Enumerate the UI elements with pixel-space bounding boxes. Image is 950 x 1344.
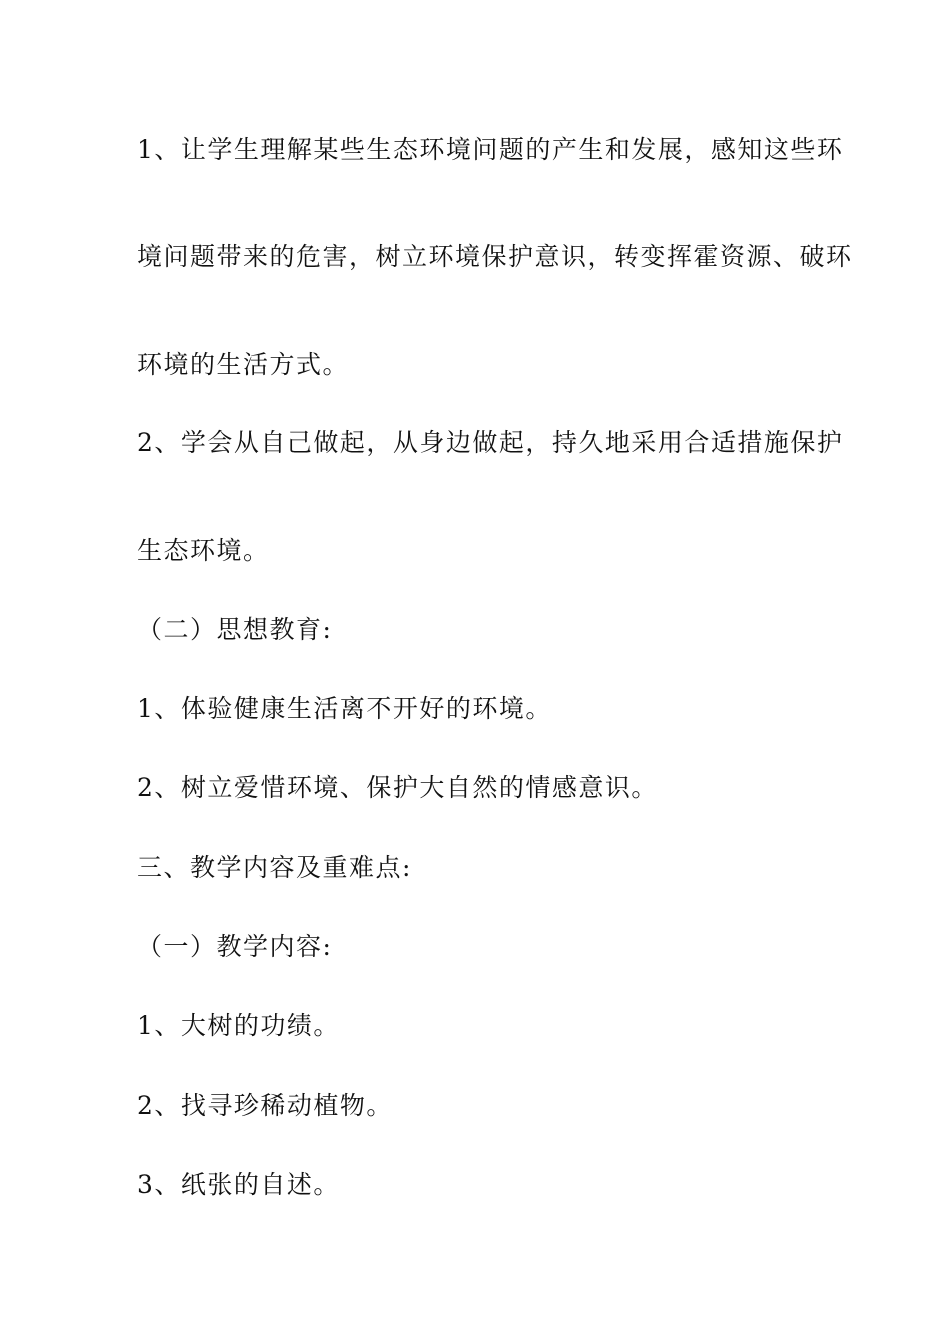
paragraph-line: 生态环境。 [137,536,270,565]
list-item: 2、找寻珍稀动植物。 [137,1091,393,1120]
section-heading: （二）思想教育: [137,615,333,644]
paragraph-line: 1、让学生理解某些生态环境问题的产生和发展，感知这些环 [137,135,844,164]
list-item: 3、纸张的自述。 [137,1170,340,1199]
section-heading: （一）教学内容: [137,932,333,961]
list-item: 1、大树的功绩。 [137,1011,340,1040]
section-heading: 三、教学内容及重难点: [137,853,412,882]
paragraph-line: 环境的生活方式。 [137,350,350,379]
paragraph-line: 境问题带来的危害，树立环境保护意识，转变挥霍资源、破环 [137,242,853,271]
list-item: 2、树立爱惜环境、保护大自然的情感意识。 [137,773,658,802]
paragraph-line: 2、学会从自己做起，从身边做起，持久地采用合适措施保护 [137,428,844,457]
list-item: 1、体验健康生活离不开好的环境。 [137,694,552,723]
